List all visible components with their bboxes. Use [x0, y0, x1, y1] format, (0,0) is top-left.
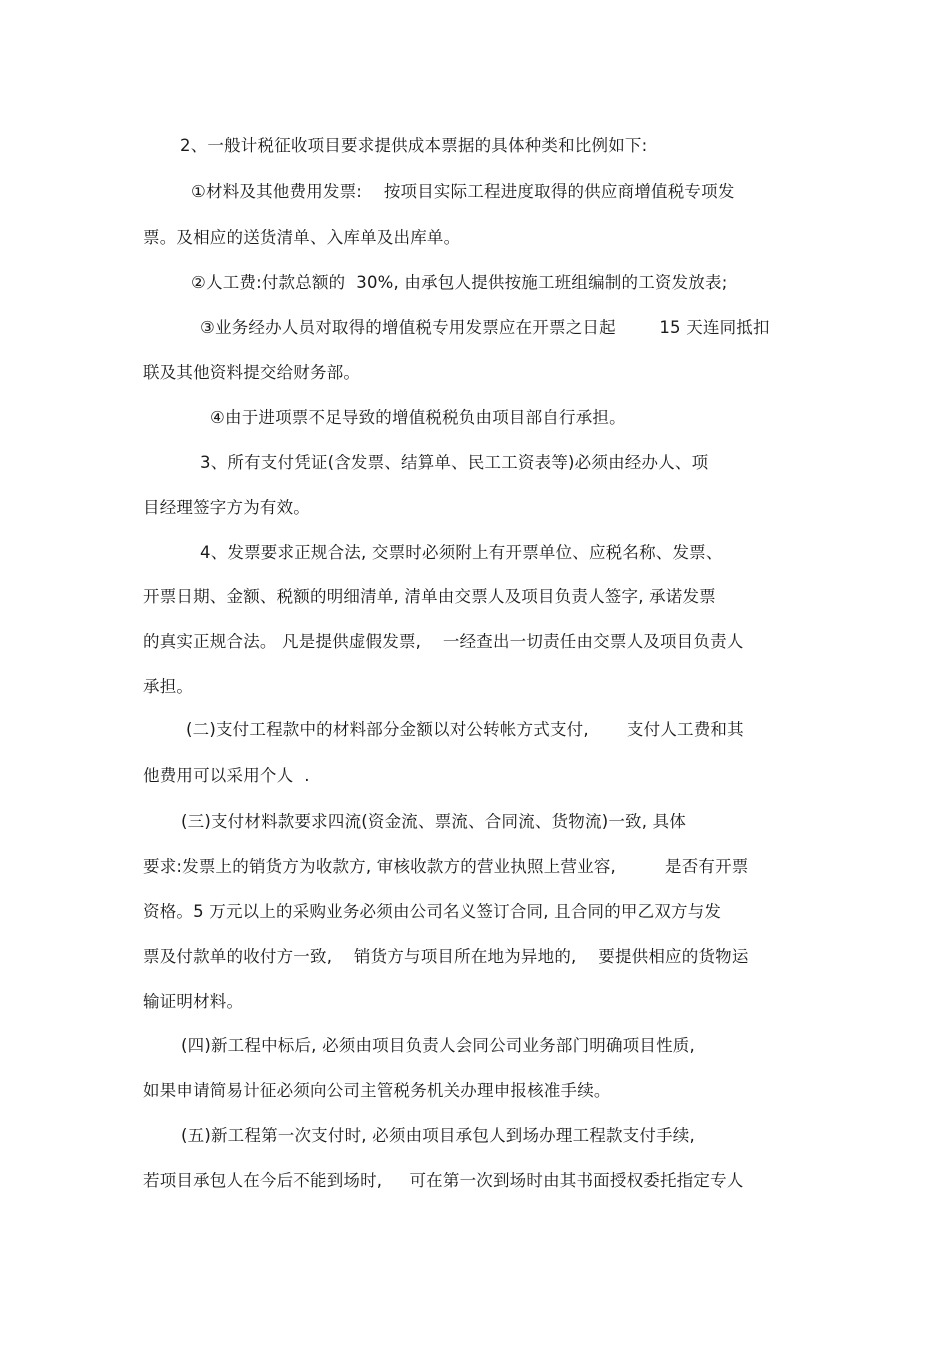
- text-line: 联及其他资料提交给财务部。: [143, 363, 361, 382]
- text-line: 4、发票要求正规合法, 交票时必须附上有开票单位、应税名称、发票、: [200, 543, 723, 562]
- text-line: (三)支付材料款要求四流(资金流、票流、合同流、货物流)一致, 具体: [181, 812, 687, 831]
- text-line: (四)新工程中标后, 必须由项目负责人会同公司业务部门明确项目性质,: [181, 1036, 695, 1055]
- text-line: 目经理签字方为有效。: [143, 498, 310, 517]
- text-line: 3、所有支付凭证(含发票、结算单、民工工资表等)必须由经办人、项: [200, 453, 709, 472]
- text-line: ②人工费:付款总额的 30%, 由承包人提供按施工班组编制的工资发放表;: [191, 273, 728, 292]
- text-line: ④由于进项票不足导致的增值税税负由项目部自行承担。: [210, 408, 626, 427]
- text-line: ①材料及其他费用发票: 按项目实际工程进度取得的供应商增值税专项发: [191, 182, 735, 201]
- text-line: 要求:发票上的销货方为收款方, 审核收款方的营业执照上营业容, 是否有开票: [143, 857, 749, 876]
- text-line: 承担。: [143, 677, 194, 696]
- text-line: (五)新工程第一次支付时, 必须由项目承包人到场办理工程款支付手续,: [181, 1126, 695, 1145]
- text-line: 的真实正规合法。 凡是提供虚假发票, 一经查出一切责任由交票人及项目负责人: [143, 632, 744, 651]
- text-line: 开票日期、金额、税额的明细清单, 清单由交票人及项目负责人签字, 承诺发票: [143, 587, 716, 606]
- text-line: 票及付款单的收付方一致, 销货方与项目所在地为异地的, 要提供相应的货物运: [143, 947, 749, 966]
- text-line: 输证明材料。: [143, 992, 244, 1011]
- text-line: 他费用可以采用个人 .: [143, 766, 310, 785]
- text-line: 若项目承包人在今后不能到场时, 可在第一次到场时由其书面授权委托指定专人: [143, 1171, 744, 1190]
- text-line: 票。及相应的送货清单、入库单及出库单。: [143, 228, 461, 247]
- text-line: 如果申请简易计征必须向公司主管税务机关办理申报核准手续。: [143, 1081, 611, 1100]
- text-line: 资格。5 万元以上的采购业务必须由公司名义签订合同, 且合同的甲乙双方与发: [143, 902, 722, 921]
- text-line: ③业务经办人员对取得的增值税专用发票应在开票之日起 15 天连同抵扣: [200, 318, 770, 337]
- text-line: (二)支付工程款中的材料部分金额以对公转帐方式支付, 支付人工费和其: [186, 720, 744, 739]
- text-line: 2、一般计税征收项目要求提供成本票据的具体种类和比例如下:: [180, 136, 648, 155]
